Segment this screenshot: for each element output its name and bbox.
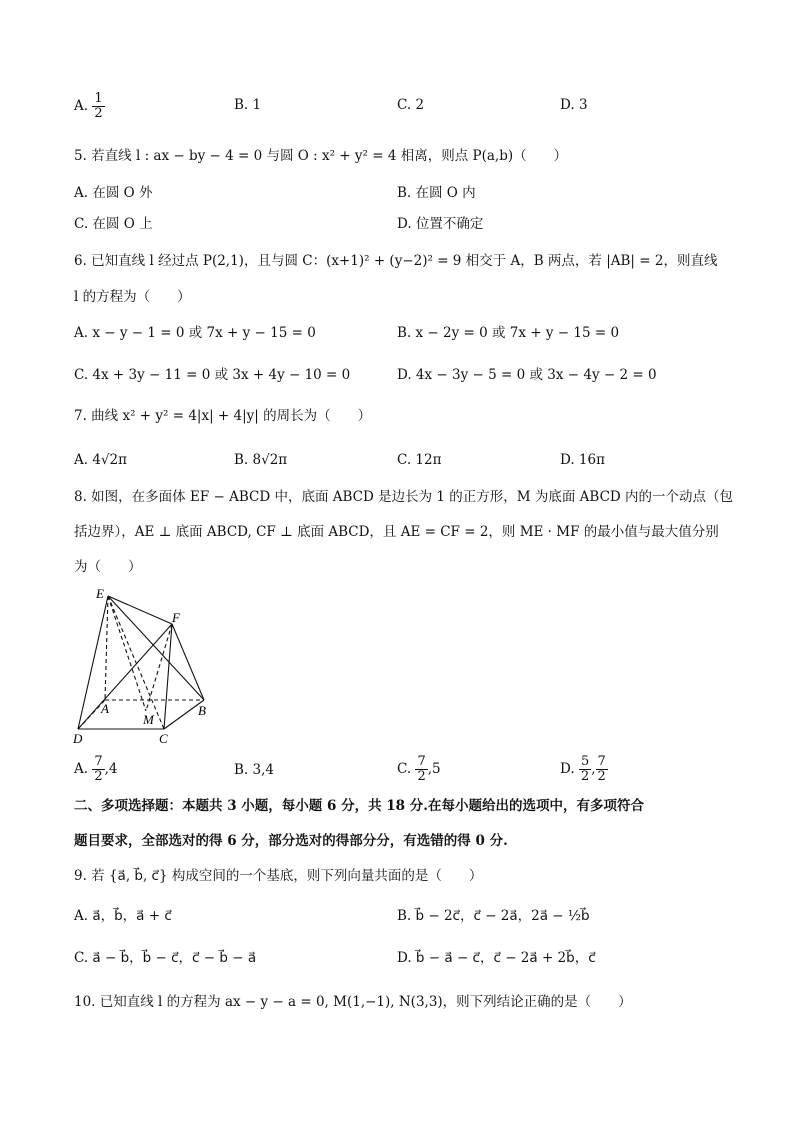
option-letter: A. bbox=[74, 98, 89, 114]
label-b: B bbox=[198, 703, 206, 718]
q8-stem-line2: 括边界），AE ⊥ 底面 ABCD, CF ⊥ 底面 ABCD，且 AE = CF = 2，则 ME · MF 的最小值与最大值分别 bbox=[74, 524, 719, 540]
fraction: $\frac{7}{2}$ bbox=[597, 754, 606, 784]
edge-fc bbox=[164, 624, 172, 729]
segment-ec-hidden bbox=[108, 596, 164, 729]
q7-stem: 7. 曲线 x² + y² = 4|x| + 4|y| 的周长为（ ） bbox=[74, 408, 372, 424]
fraction: $\frac{7}{2}$ bbox=[94, 754, 103, 784]
q7-option-b[interactable]: B. 8√2π bbox=[234, 452, 288, 468]
q8-option-d[interactable]: D. $\frac{5}{2}$ , $\frac{7}{2}$ bbox=[560, 754, 606, 784]
q9-option-b[interactable]: B. b⃗ − 2c⃗，c⃗ − 2a⃗，2a⃗ − ½b⃗ bbox=[397, 908, 590, 924]
q4-option-d[interactable]: D. 3 bbox=[560, 97, 588, 113]
q9-stem: 9. 若 {a⃗, b⃗, c⃗} 构成空间的一个基底，则下列向量共面的是（ ） bbox=[74, 868, 483, 884]
q9-option-c[interactable]: C. a⃗ − b⃗，b⃗ − c⃗，c⃗ − b⃗ − a⃗ bbox=[74, 950, 257, 966]
q5-option-c[interactable]: C. 在圆 O 上 bbox=[74, 216, 153, 232]
label-c: C bbox=[159, 731, 168, 746]
segment-fm-hidden bbox=[146, 624, 172, 711]
fraction: $\frac{1}{2}$ bbox=[94, 91, 103, 121]
q6-option-d[interactable]: D. 4x − 3y − 5 = 0 或 3x − 4y − 2 = 0 bbox=[397, 367, 657, 383]
q8-stem-line1: 8. 如图，在多面体 EF − ABCD 中，底面 ABCD 是边长为 1 的正方形，M 为底面 ABCD 内的一个动点（包 bbox=[74, 489, 734, 505]
q4-option-c[interactable]: C. 2 bbox=[397, 97, 425, 113]
q7-option-c[interactable]: C. 12π bbox=[397, 452, 442, 468]
q6-stem-line2: l 的方程为（ ） bbox=[74, 289, 191, 305]
q9-option-d[interactable]: D. b⃗ − a⃗ − c⃗，c⃗ − 2a⃗ + 2b⃗，c⃗ bbox=[397, 950, 596, 966]
q9-option-a[interactable]: A. a⃗，b⃗，a⃗ + c⃗ bbox=[74, 908, 172, 924]
label-f: F bbox=[172, 610, 180, 625]
q10-stem: 10. 已知直线 l 的方程为 ax − y − a = 0, M(1,−1), N(3,3)，则下列结论正确的是（ ） bbox=[74, 994, 632, 1010]
q5-option-d[interactable]: D. 位置不确定 bbox=[397, 216, 484, 232]
q5-option-a[interactable]: A. 在圆 O 外 bbox=[74, 185, 153, 201]
section2-heading-line1: 二、多项选择题：本题共 3 小题，每小题 6 分，共 18 分.在每小题给出的选项中，有多项符合 bbox=[74, 798, 644, 814]
q5-option-b[interactable]: B. 在圆 O 内 bbox=[397, 185, 476, 201]
q6-stem-line1: 6. 已知直线 l 经过点 P(2,1)，且与圆 C：(x+1)² + (y−2)² = 9 相交于 A，B 两点，若 |AB| = 2，则直线 bbox=[74, 253, 718, 269]
edge-ef bbox=[108, 596, 172, 624]
q6-option-b[interactable]: B. x − 2y = 0 或 7x + y − 15 = 0 bbox=[397, 325, 620, 341]
q8-option-c[interactable]: C. $\frac{7}{2}$ ,5 bbox=[397, 754, 441, 784]
q8-option-b[interactable]: B. 3,4 bbox=[234, 762, 274, 778]
q8-option-a[interactable]: A. $\frac{7}{2}$ ,4 bbox=[74, 754, 118, 784]
q7-option-d[interactable]: D. 16π bbox=[560, 452, 605, 468]
q6-option-c[interactable]: C. 4x + 3y − 11 = 0 或 3x + 4y − 10 = 0 bbox=[74, 367, 351, 383]
edge-eb bbox=[108, 596, 204, 700]
edge-fb bbox=[172, 624, 204, 700]
fraction: $\frac{5}{2}$ bbox=[580, 754, 590, 784]
label-a: A bbox=[101, 701, 109, 716]
segment-em-hidden bbox=[108, 596, 146, 711]
label-d: D bbox=[73, 731, 83, 746]
edge-ea-hidden bbox=[105, 596, 108, 700]
q4-option-a[interactable] bbox=[74, 92, 105, 121]
polyhedron-figure bbox=[70, 586, 220, 746]
q4-option-b[interactable]: B. 1 bbox=[234, 97, 262, 113]
label-m: M bbox=[143, 712, 154, 727]
q8-stem-line3: 为（ ） bbox=[74, 559, 142, 575]
q5-stem: 5. 若直线 l : ax − by − 4 = 0 与圆 O : x² + y² = 4 相离，则点 P(a,b)（ ） bbox=[74, 148, 568, 164]
q7-option-a[interactable]: A. 4√2π bbox=[74, 452, 127, 468]
section2-heading-line2: 题目要求，全部选对的得 6 分，部分选对的得部分分，有选错的得 0 分. bbox=[74, 833, 508, 849]
label-e: E bbox=[96, 586, 104, 601]
fraction: $\frac{7}{2}$ bbox=[417, 754, 426, 784]
q6-option-a[interactable]: A. x − y − 1 = 0 或 7x + y − 15 = 0 bbox=[74, 325, 316, 341]
